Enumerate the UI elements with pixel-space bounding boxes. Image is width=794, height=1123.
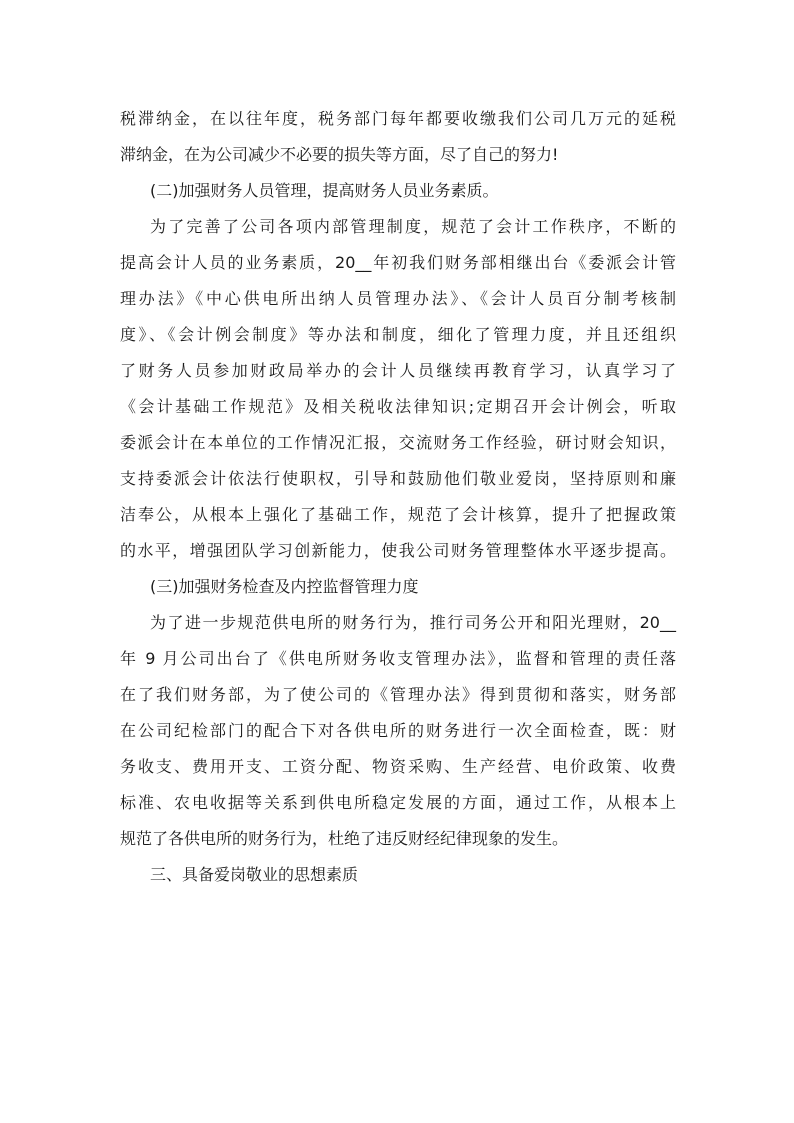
text-line: 税滞纳金，在以往年度，税务部门每年都要收缴我们公司几万元的延税	[120, 109, 676, 128]
text-line: 为了进一步规范供电所的财务行为，推行司务公开和阳光理财，20__	[150, 613, 676, 632]
text-line: 了财务人员参加财政局举办的会计人员继续再教育学习，认真学习了	[120, 361, 676, 380]
text-line: 委派会计在本单位的工作情况汇报，交流财务工作经验，研讨财会知识，	[120, 433, 676, 452]
text-line: 规范了各供电所的财务行为，杜绝了违反财经纪律现象的发生。	[120, 829, 569, 848]
text-line: 洁奉公，从根本上强化了基础工作，规范了会计核算，提升了把握政策	[120, 505, 676, 524]
text-line: 在了我们财务部，为了使公司的《管理办法》得到贯彻和落实，财务部	[120, 685, 676, 704]
section-heading: (三)加强财务检查及内控监督管理力度	[150, 577, 419, 596]
text-line: 务收支、费用开支、工资分配、物资采购、生产经营、电价政策、收费	[120, 757, 676, 776]
text-line: 《会计基础工作规范》及相关税收法律知识;定期召开会计例会，听取	[120, 397, 676, 416]
text-line: 为了完善了公司各项内部管理制度，规范了会计工作秩序，不断的	[150, 217, 676, 236]
text-line: 的水平，增强团队学习创新能力，使我公司财务管理整体水平逐步提高。	[120, 541, 676, 560]
text-line: 在公司纪检部门的配合下对各供电所的财务进行一次全面检查，既：财	[120, 721, 676, 740]
text-line: 度》、《会计例会制度》等办法和制度，细化了管理力度，并且还组织	[120, 325, 676, 344]
text-line: 理办法》《中心供电所出纳人员管理办法》、《会计人员百分制考核制	[120, 289, 676, 308]
text-line: 年 9 月公司出台了《供电所财务收支管理办法》，监督和管理的责任落	[120, 649, 676, 668]
text-line: 滞纳金，在为公司减少不必要的损失等方面，尽了自己的努力!	[120, 145, 559, 164]
document-body	[120, 101, 676, 893]
text-line: 支持委派会计依法行使职权，引导和鼓励他们敬业爱岗，坚持原则和廉	[120, 469, 676, 488]
section-heading: (二)加强财务人员管理，提高财务人员业务素质。	[150, 181, 499, 200]
text-line: 提高会计人员的业务素质，20__年初我们财务部相继出台《委派会计管	[120, 253, 676, 272]
text-line: 标准、农电收据等关系到供电所稳定发展的方面，通过工作，从根本上	[120, 793, 676, 812]
section-heading: 三、具备爱岗敬业的思想素质	[150, 865, 359, 884]
